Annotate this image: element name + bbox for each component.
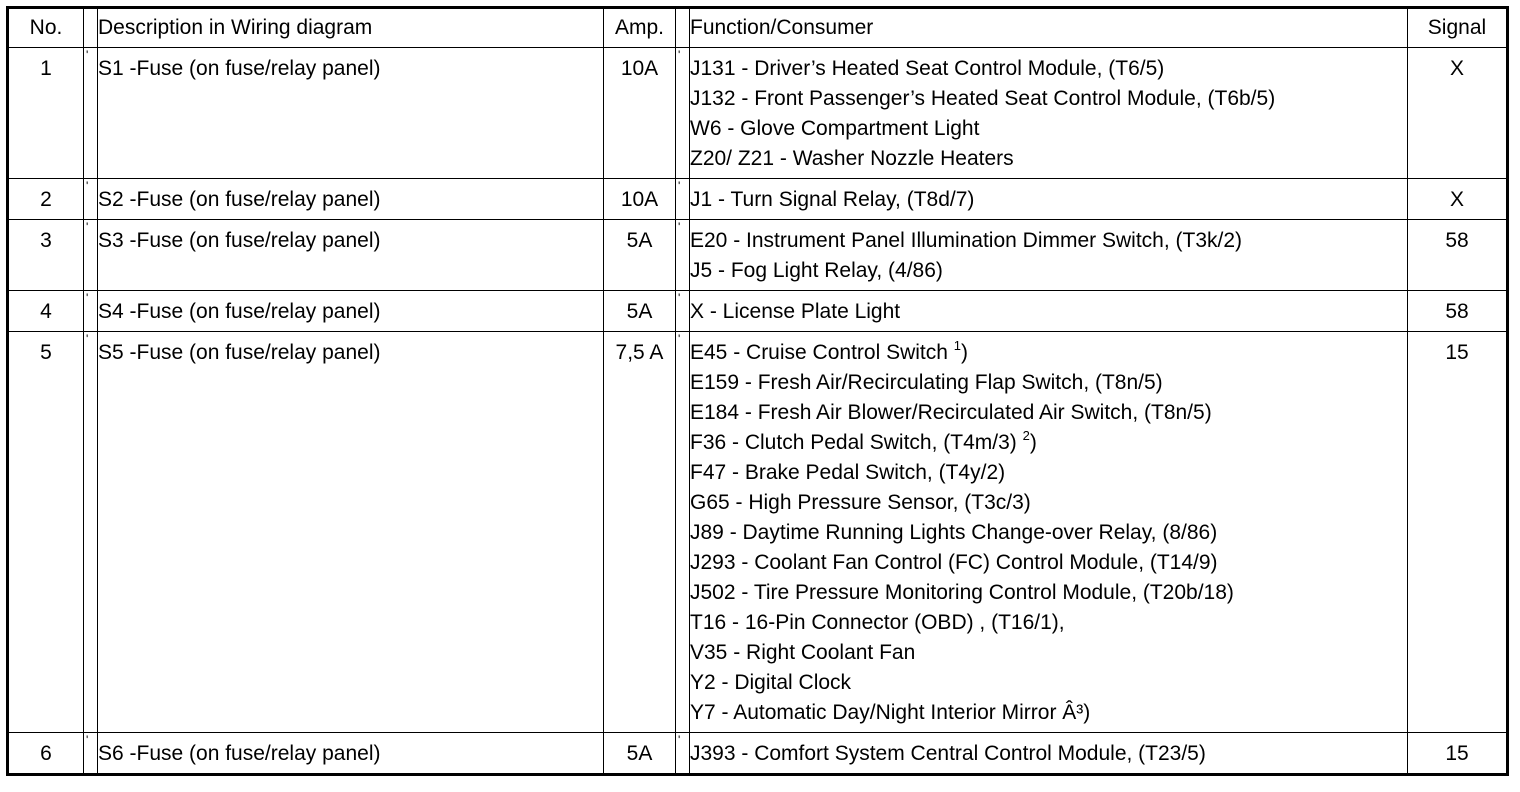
row-number-text: 2 xyxy=(40,188,52,211)
consumer-line: J89 - Daytime Running Lights Change-over Relay, (8/86) xyxy=(690,521,1218,544)
row-amperage-text: 10A xyxy=(620,57,659,80)
row-amperage xyxy=(604,733,676,775)
row-number-text: 4 xyxy=(40,300,52,323)
row-description-text: S5 -Fuse (on fuse/relay panel) xyxy=(98,341,381,364)
row-signal xyxy=(1408,220,1508,291)
row-signal xyxy=(1408,179,1508,220)
consumer-line: J132 - Front Passenger’s Heated Seat Control Module, (T6b/5) xyxy=(690,87,1276,110)
consumer-line: E184 - Fresh Air Blower/Recirculated Air Switch, (T8n/5) xyxy=(690,401,1212,424)
row-spacer xyxy=(84,220,98,291)
row-amperage-text: 5A xyxy=(626,742,653,765)
header-function: Function/Consumer xyxy=(690,8,1408,48)
row-function-consumers xyxy=(690,291,1408,332)
row-function-consumers xyxy=(690,332,1408,733)
consumer-line: V35 - Right Coolant Fan xyxy=(690,641,916,664)
row-signal-text: X xyxy=(1449,57,1464,80)
row-spacer xyxy=(676,48,690,179)
row-description-text: S2 -Fuse (on fuse/relay panel) xyxy=(98,188,381,211)
row-amperage xyxy=(604,332,676,733)
table-row xyxy=(8,733,1508,775)
row-function-consumers xyxy=(690,220,1408,291)
consumer-line: G65 - High Pressure Sensor, (T3c/3) xyxy=(690,491,1031,514)
row-spacer xyxy=(676,179,690,220)
consumer-line: Z20/ Z21 - Washer Nozzle Heaters xyxy=(690,147,1014,170)
row-signal xyxy=(1408,332,1508,733)
row-signal xyxy=(1408,291,1508,332)
header-amp: Amp. xyxy=(604,8,676,48)
row-description xyxy=(98,332,604,733)
fuse-table-body xyxy=(8,8,1508,775)
row-amperage-text: 10A xyxy=(620,188,659,211)
consumer-line: X - License Plate Light xyxy=(690,300,901,323)
row-signal-text: 15 xyxy=(1445,742,1469,765)
row-number-text: 1 xyxy=(40,57,52,80)
row-signal xyxy=(1408,48,1508,179)
row-spacer xyxy=(676,220,690,291)
row-amperage-text: 7,5 A xyxy=(615,341,664,364)
footnote-marker: 2 xyxy=(1022,428,1030,443)
row-description-text: S4 -Fuse (on fuse/relay panel) xyxy=(98,300,381,323)
row-spacer xyxy=(676,733,690,775)
row-spacer xyxy=(676,332,690,733)
consumer-line: E20 - Instrument Panel Illumination Dimmer Switch, (T3k/2) xyxy=(690,229,1243,252)
row-description-text: S3 -Fuse (on fuse/relay panel) xyxy=(98,229,381,252)
row-amperage xyxy=(604,179,676,220)
row-signal-text: 58 xyxy=(1445,300,1469,323)
consumer-line: J502 - Tire Pressure Monitoring Control Module, (T20b/18) xyxy=(690,581,1234,604)
row-description-text: S1 -Fuse (on fuse/relay panel) xyxy=(98,57,381,80)
table-row xyxy=(8,332,1508,733)
row-number xyxy=(8,48,84,179)
table-row xyxy=(8,291,1508,332)
row-signal-text: X xyxy=(1449,188,1464,211)
row-amperage xyxy=(604,48,676,179)
consumer-line: T16 - 16-Pin Connector (OBD) , (T16/1), xyxy=(690,611,1065,634)
row-signal-text: 15 xyxy=(1445,341,1469,364)
consumer-line: E159 - Fresh Air/Recirculating Flap Switch, (T8n/5) xyxy=(690,371,1163,394)
fuse-table xyxy=(6,6,1509,776)
table-row xyxy=(8,48,1508,179)
footnote-close: ) xyxy=(961,341,968,364)
footnote-marker: 1 xyxy=(953,338,961,353)
consumer-line xyxy=(690,428,1407,458)
row-description xyxy=(98,179,604,220)
consumer-line: J393 - Comfort System Central Control Module, (T23/5) xyxy=(690,742,1206,765)
row-function-consumers xyxy=(690,179,1408,220)
consumer-line: J1 - Turn Signal Relay, (T8d/7) xyxy=(690,188,975,211)
row-spacer xyxy=(84,733,98,775)
consumer-line: F47 - Brake Pedal Switch, (T4y/2) xyxy=(690,461,1006,484)
row-number xyxy=(8,179,84,220)
row-description xyxy=(98,48,604,179)
consumer-line: J293 - Coolant Fan Control (FC) Control Module, (T14/9) xyxy=(690,551,1218,574)
consumer-line: W6 - Glove Compartment Light xyxy=(690,117,980,140)
header-row xyxy=(8,8,1508,48)
row-number xyxy=(8,332,84,733)
row-number xyxy=(8,291,84,332)
consumer-line: Y2 - Digital Clock xyxy=(690,671,852,694)
row-number xyxy=(8,733,84,775)
consumer-line: J5 - Fog Light Relay, (4/86) xyxy=(690,259,943,282)
row-description xyxy=(98,733,604,775)
header-description: Description in Wiring diagram xyxy=(98,8,604,48)
row-spacer xyxy=(84,179,98,220)
header-spacer xyxy=(84,8,98,48)
row-number xyxy=(8,220,84,291)
header-spacer xyxy=(676,8,690,48)
row-number-text: 5 xyxy=(40,341,52,364)
row-signal-text: 58 xyxy=(1445,229,1469,252)
row-number-text: 3 xyxy=(40,229,52,252)
row-spacer xyxy=(84,332,98,733)
row-amperage xyxy=(604,291,676,332)
header-no: No. xyxy=(8,8,84,48)
row-amperage-text: 5A xyxy=(626,300,653,323)
row-description-text: S6 -Fuse (on fuse/relay panel) xyxy=(98,742,381,765)
table-row xyxy=(8,220,1508,291)
row-amperage-text: 5A xyxy=(626,229,653,252)
row-description xyxy=(98,291,604,332)
consumer-line: J131 - Driver’s Heated Seat Control Module, (T6/5) xyxy=(690,57,1165,80)
footnote-close: ) xyxy=(1029,431,1037,454)
row-signal xyxy=(1408,733,1508,775)
row-spacer xyxy=(676,291,690,332)
table-row xyxy=(8,179,1508,220)
consumer-text: E45 - Cruise Control Switch xyxy=(690,341,954,364)
row-description xyxy=(98,220,604,291)
row-spacer xyxy=(84,291,98,332)
header-signal: Signal xyxy=(1408,8,1508,48)
row-function-consumers xyxy=(690,733,1408,775)
row-spacer xyxy=(84,48,98,179)
row-number-text: 6 xyxy=(40,742,52,765)
consumer-line xyxy=(690,338,1407,368)
row-function-consumers xyxy=(690,48,1408,179)
row-amperage xyxy=(604,220,676,291)
consumer-text: F36 - Clutch Pedal Switch, (T4m/3) xyxy=(690,431,1023,454)
consumer-line: Y7 - Automatic Day/Night Interior Mirror Â³) xyxy=(690,701,1091,724)
